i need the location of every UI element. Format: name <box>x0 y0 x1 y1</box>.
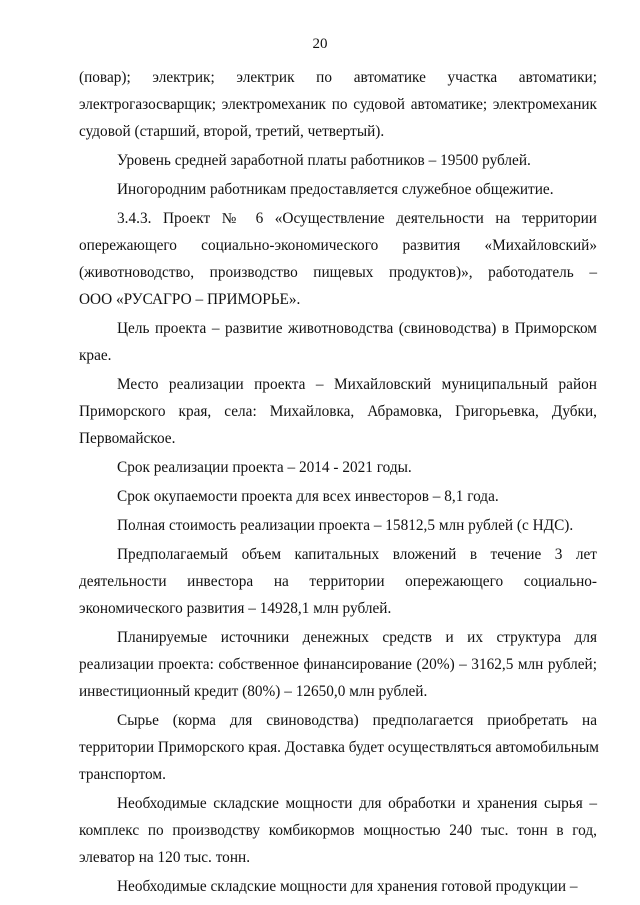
text-line: Приморского края, села: Михайловка, Абрамовка, Григорьевка, Дубки, <box>79 403 597 420</box>
text-line: комплекс по производству комбикормов мощностью 240 тыс. тонн в год, <box>79 822 597 839</box>
text-line: Срок окупаемости проекта для всех инвесторов – 8,1 года. <box>117 488 499 505</box>
text-line: Необходимые складские мощности для хранения готовой продукции – <box>117 878 578 895</box>
text-line: Необходимые складские мощности для обработки и хранения сырья – <box>117 795 597 812</box>
paragraph <box>79 315 597 369</box>
text-line: реализации проекта: собственное финансирование (20%) – 3162,5 млн рублей; <box>79 656 597 673</box>
text-line: Первомайское. <box>79 430 176 447</box>
page-number: 20 <box>312 36 328 52</box>
text-line: крае. <box>79 347 112 364</box>
text-line: Место реализации проекта – Михайловский муниципальный район <box>117 376 597 393</box>
paragraph <box>79 790 597 871</box>
text-line: Планируемые источники денежных средств и их структура для <box>117 629 597 646</box>
text-line: Уровень средней заработной платы работников – 19500 рублей. <box>117 152 531 169</box>
text-line: территории Приморского края. Доставка будет осуществляться автомобильным <box>79 739 599 756</box>
text-line: экономического развития – 14928,1 млн рублей. <box>79 600 392 617</box>
text-line: (повар); электрик; электрик по автоматике участка автоматики; <box>79 69 597 86</box>
text-line: Цель проекта – развитие животноводства (свиноводства) в Приморском <box>117 320 597 337</box>
body-text <box>79 64 597 902</box>
paragraph <box>79 176 597 203</box>
text-line: деятельности инвестора на территории опережающего социально- <box>79 573 597 590</box>
paragraph <box>79 454 597 481</box>
text-line: инвестиционный кредит (80%) – 12650,0 млн рублей. <box>79 683 428 700</box>
text-line: Срок реализации проекта – 2014 - 2021 годы. <box>117 459 412 476</box>
paragraph <box>79 707 597 788</box>
text-line: Иногородним работникам предоставляется служебное общежитие. <box>117 181 554 198</box>
paragraph <box>79 873 597 900</box>
paragraph <box>79 371 597 452</box>
text-line: транспортом. <box>79 766 166 783</box>
text-line: (животноводство, производство пищевых продуктов)», работодатель – <box>79 264 597 281</box>
text-line: элеватор на 120 тыс. тонн. <box>79 849 251 866</box>
paragraph <box>79 147 597 174</box>
paragraph <box>79 624 597 705</box>
text-line: 3.4.3. Проект № 6 «Осуществление деятельности на территории <box>117 210 597 227</box>
text-line: Полная стоимость реализации проекта – 15812,5 млн рублей (с НДС). <box>117 517 574 534</box>
paragraph <box>79 64 597 145</box>
text-line: ООО «РУСАГРО – ПРИМОРЬЕ». <box>79 291 301 308</box>
text-line: Сырье (корма для свиноводства) предполагается приобретать на <box>117 712 597 729</box>
paragraph <box>79 512 597 539</box>
text-line: судовой (старший, второй, третий, четвертый). <box>79 123 385 140</box>
text-line: Предполагаемый объем капитальных вложений в течение 3 лет <box>117 546 597 563</box>
paragraph <box>79 205 597 313</box>
paragraph <box>79 483 597 510</box>
text-line: электрогазосварщик; электромеханик по судовой автоматике; электромеханик <box>79 96 597 113</box>
paragraph <box>79 541 597 622</box>
text-line: опережающего социально-экономического развития «Михайловский» <box>79 237 597 254</box>
